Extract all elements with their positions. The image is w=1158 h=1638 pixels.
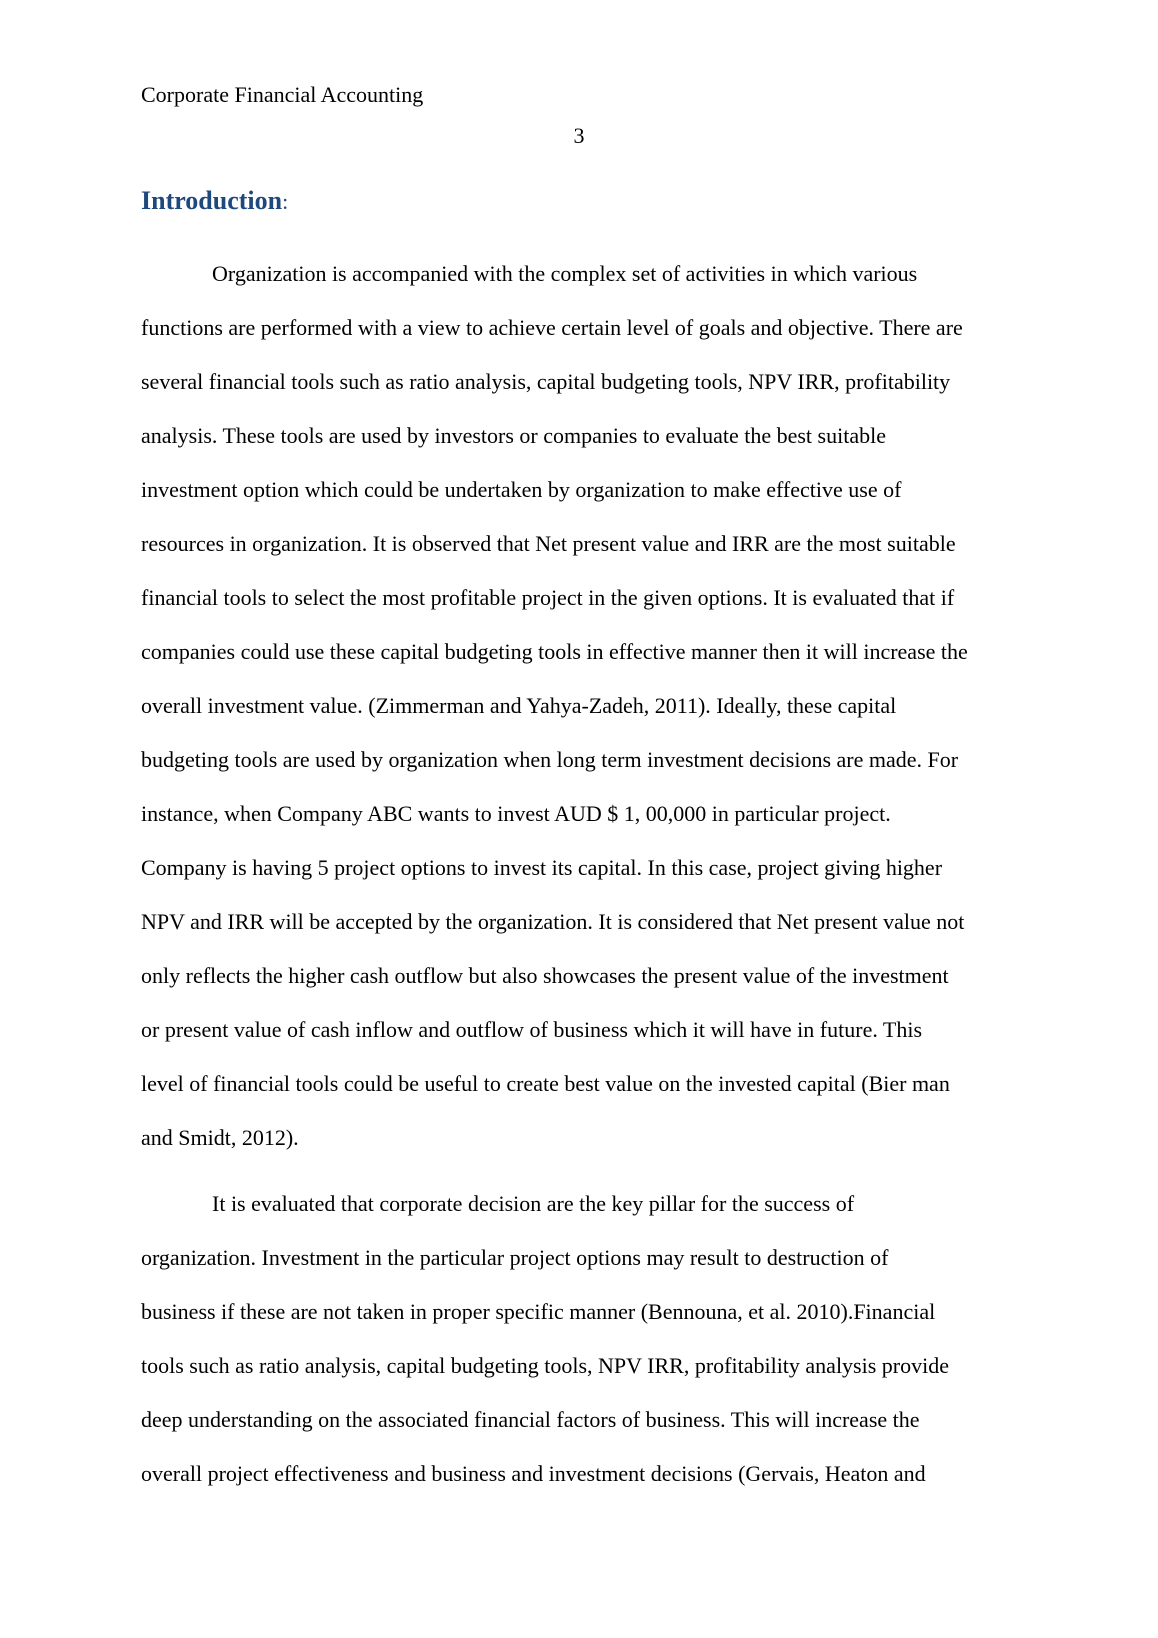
paragraph-line: tools such as ratio analysis, capital budgeting tools, NPV IRR, profitability analysis provide bbox=[141, 1353, 949, 1378]
paragraph-line: budgeting tools are used by organization when long term investment decisions are made. For bbox=[141, 747, 959, 772]
section-heading-text: Introduction bbox=[141, 186, 283, 215]
paragraph-line: several financial tools such as ratio analysis, capital budgeting tools, NPV IRR, profitability bbox=[141, 369, 951, 394]
paragraph-line: companies could use these capital budgeting tools in effective manner then it will increase the bbox=[141, 639, 968, 664]
paragraph-line: deep understanding on the associated financial factors of business. This will increase the bbox=[141, 1407, 920, 1432]
paragraph-line: analysis. These tools are used by investors or companies to evaluate the best suitable bbox=[141, 423, 886, 448]
paragraph-line: NPV and IRR will be accepted by the organization. It is considered that Net present value not bbox=[141, 909, 965, 934]
paragraph-line: or present value of cash inflow and outflow of business which it will have in future. This bbox=[141, 1017, 923, 1042]
section-heading bbox=[141, 184, 288, 219]
paragraph-line: It is evaluated that corporate decision are the key pillar for the success of bbox=[212, 1191, 855, 1216]
paragraph-line: financial tools to select the most profitable project in the given options. It is evaluated that if bbox=[141, 585, 955, 610]
paragraph-line: resources in organization. It is observed that Net present value and IRR are the most suitable bbox=[141, 531, 956, 556]
paragraph-1 bbox=[141, 247, 1025, 1165]
running-head: Corporate Financial Accounting bbox=[141, 82, 424, 107]
paragraph-line: level of financial tools could be useful to create best value on the invested capital (Bier man bbox=[141, 1071, 950, 1096]
paragraph-line: instance, when Company ABC wants to invest AUD $ 1, 00,000 in particular project. bbox=[141, 801, 891, 826]
paragraph-line: and Smidt, 2012). bbox=[141, 1125, 299, 1150]
paragraph-line: organization. Investment in the particular project options may result to destruction of bbox=[141, 1245, 889, 1270]
paragraph-line: Company is having 5 project options to invest its capital. In this case, project giving higher bbox=[141, 855, 943, 880]
paragraph-line: investment option which could be undertaken by organization to make effective use of bbox=[141, 477, 902, 502]
paragraph-line: only reflects the higher cash outflow but also showcases the present value of the investment bbox=[141, 963, 949, 988]
section-heading-colon: : bbox=[282, 189, 289, 214]
paragraph-line: business if these are not taken in proper specific manner (Bennouna, et al. 2010).Financial bbox=[141, 1299, 936, 1324]
paragraph-line: functions are performed with a view to achieve certain level of goals and objective. There are bbox=[141, 315, 963, 340]
paragraph-line: overall project effectiveness and business and investment decisions (Gervais, Heaton and bbox=[141, 1461, 926, 1486]
paragraph-2 bbox=[141, 1177, 1025, 1501]
paragraph-line: Organization is accompanied with the complex set of activities in which various bbox=[212, 261, 918, 286]
paragraph-line: overall investment value. (Zimmerman and Yahya-Zadeh, 2011). Ideally, these capital bbox=[141, 693, 897, 718]
page-number: 3 bbox=[573, 123, 585, 148]
